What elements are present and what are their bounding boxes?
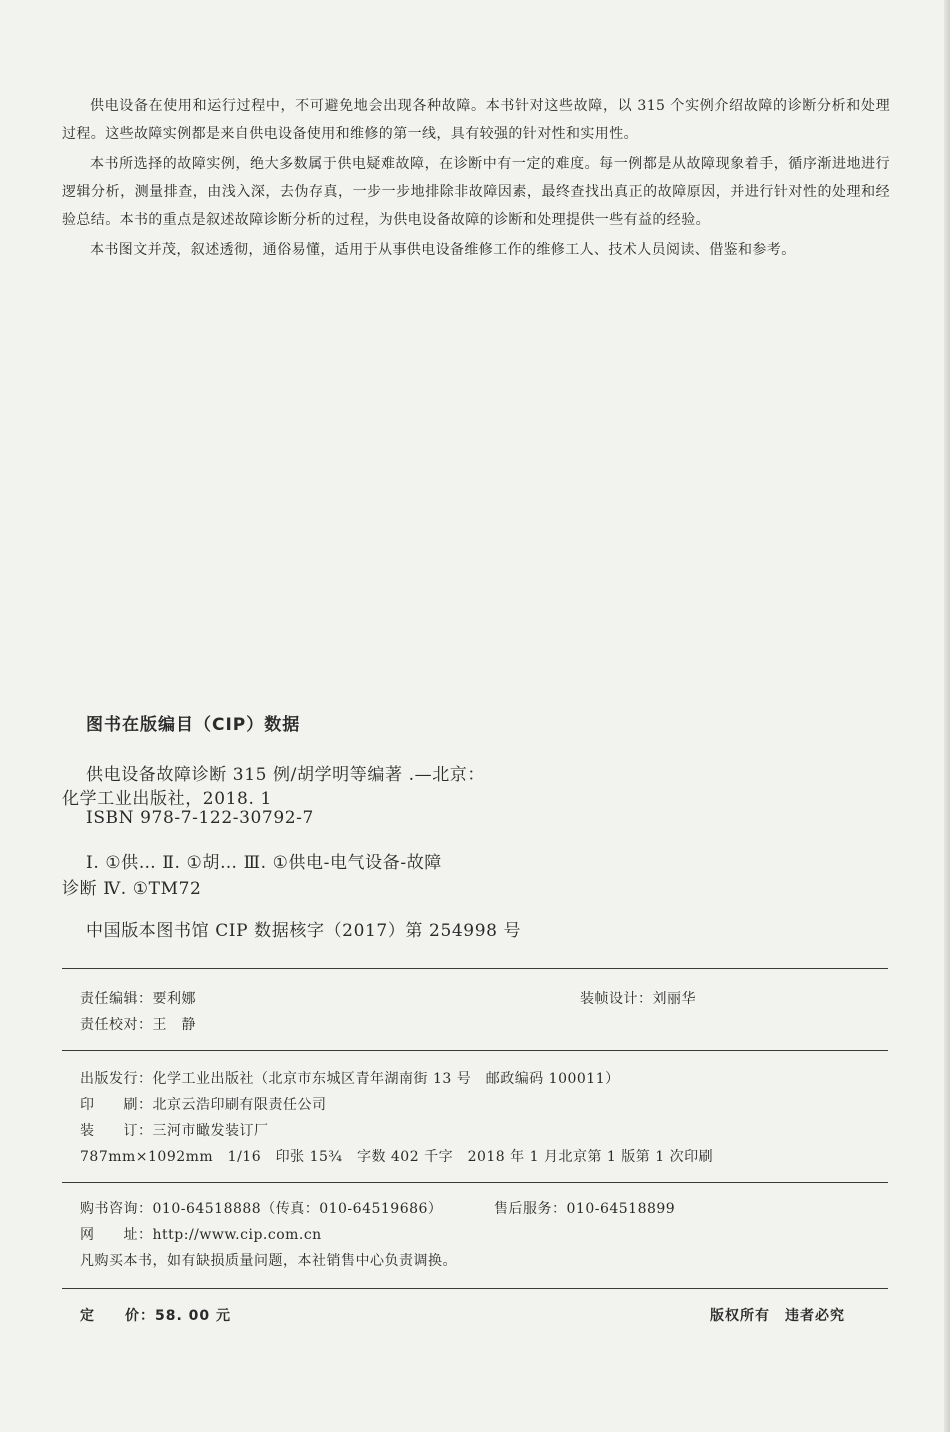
binder-info: 装 订：三河市瞰发装订厂 — [80, 1123, 269, 1139]
cover-designer: 装帧设计：刘丽华 — [580, 991, 696, 1007]
printer-info: 印 刷：北京云浩印刷有限责任公司 — [80, 1097, 327, 1113]
divider — [62, 1288, 888, 1289]
after-sales-contact: 售后服务：010-64518899 — [494, 1201, 676, 1217]
replacement-notice: 凡购买本书，如有缺损质量问题，本社销售中心负责调换。 — [80, 1253, 457, 1269]
print-specs: 787mm×1092mm 1/16 印张 15¾ 字数 402 千字 2018 年 1 月北京第 1 版第 1 次印刷 — [80, 1149, 714, 1165]
cip-line-2: 化学工业出版社，2018. 1 — [62, 789, 272, 809]
divider — [62, 1050, 888, 1051]
responsible-editor: 责任编辑：要利娜 — [80, 991, 196, 1007]
purchase-contact: 购书咨询：010-64518888（传真：010-64519686） — [80, 1201, 443, 1217]
cip-line-1: 供电设备故障诊断 315 例/胡学明等编著 .—北京： — [86, 765, 485, 785]
website: 网 址：http://www.cip.com.cn — [80, 1227, 322, 1243]
intro-paragraph: 本书图文并茂，叙述透彻，通俗易懂，适用于从事供电设备维修工作的维修工人、技术人员阅读、借鉴和参考。 — [90, 242, 796, 258]
cip-isbn: ISBN 978-7-122-30792-7 — [86, 808, 314, 828]
divider — [62, 1182, 888, 1183]
price: 定 价：58. 00 元 — [80, 1308, 232, 1324]
publisher-info: 出版发行：化学工业出版社（北京市东城区青年湖南街 13 号 邮政编码 100011） — [80, 1071, 620, 1087]
cip-classification-2: 诊断 Ⅳ. ①TM72 — [62, 879, 202, 899]
cip-classification-1: Ⅰ. ①供… Ⅱ. ①胡… Ⅲ. ①供电-电气设备-故障 — [86, 853, 442, 873]
proofreader: 责任校对：王 静 — [80, 1017, 196, 1033]
intro-paragraph: 供电设备在使用和运行过程中，不可避免地会出现各种故障。本书针对这些故障，以 315 个实例介绍故障的诊断分析和处理过程。这些故障实例都是来自供电设备使用和维修的第一线，具有较强的针对性和实用性。 — [62, 98, 890, 142]
divider — [62, 968, 888, 969]
cip-record-number: 中国版本图书馆 CIP 数据核字（2017）第 254998 号 — [86, 921, 522, 941]
cip-title: 图书在版编目（CIP）数据 — [86, 715, 301, 735]
copyright-notice: 版权所有 违者必究 — [710, 1308, 845, 1324]
book-introduction — [62, 92, 890, 266]
page-edge — [944, 0, 950, 1432]
intro-paragraph: 本书所选择的故障实例，绝大多数属于供电疑难故障，在诊断中有一定的难度。每一例都是从故障现象着手，循序渐进地进行逻辑分析，测量排查，由浅入深，去伪存真，一步一步地排除非故障因素，最终查找出真正的故障原因，并进行针对性的处理和经验总结。本书的重点是叙述故障诊断分析的过程，为供电设备故障的诊断和处理提供一些有益的经验。 — [62, 156, 890, 228]
